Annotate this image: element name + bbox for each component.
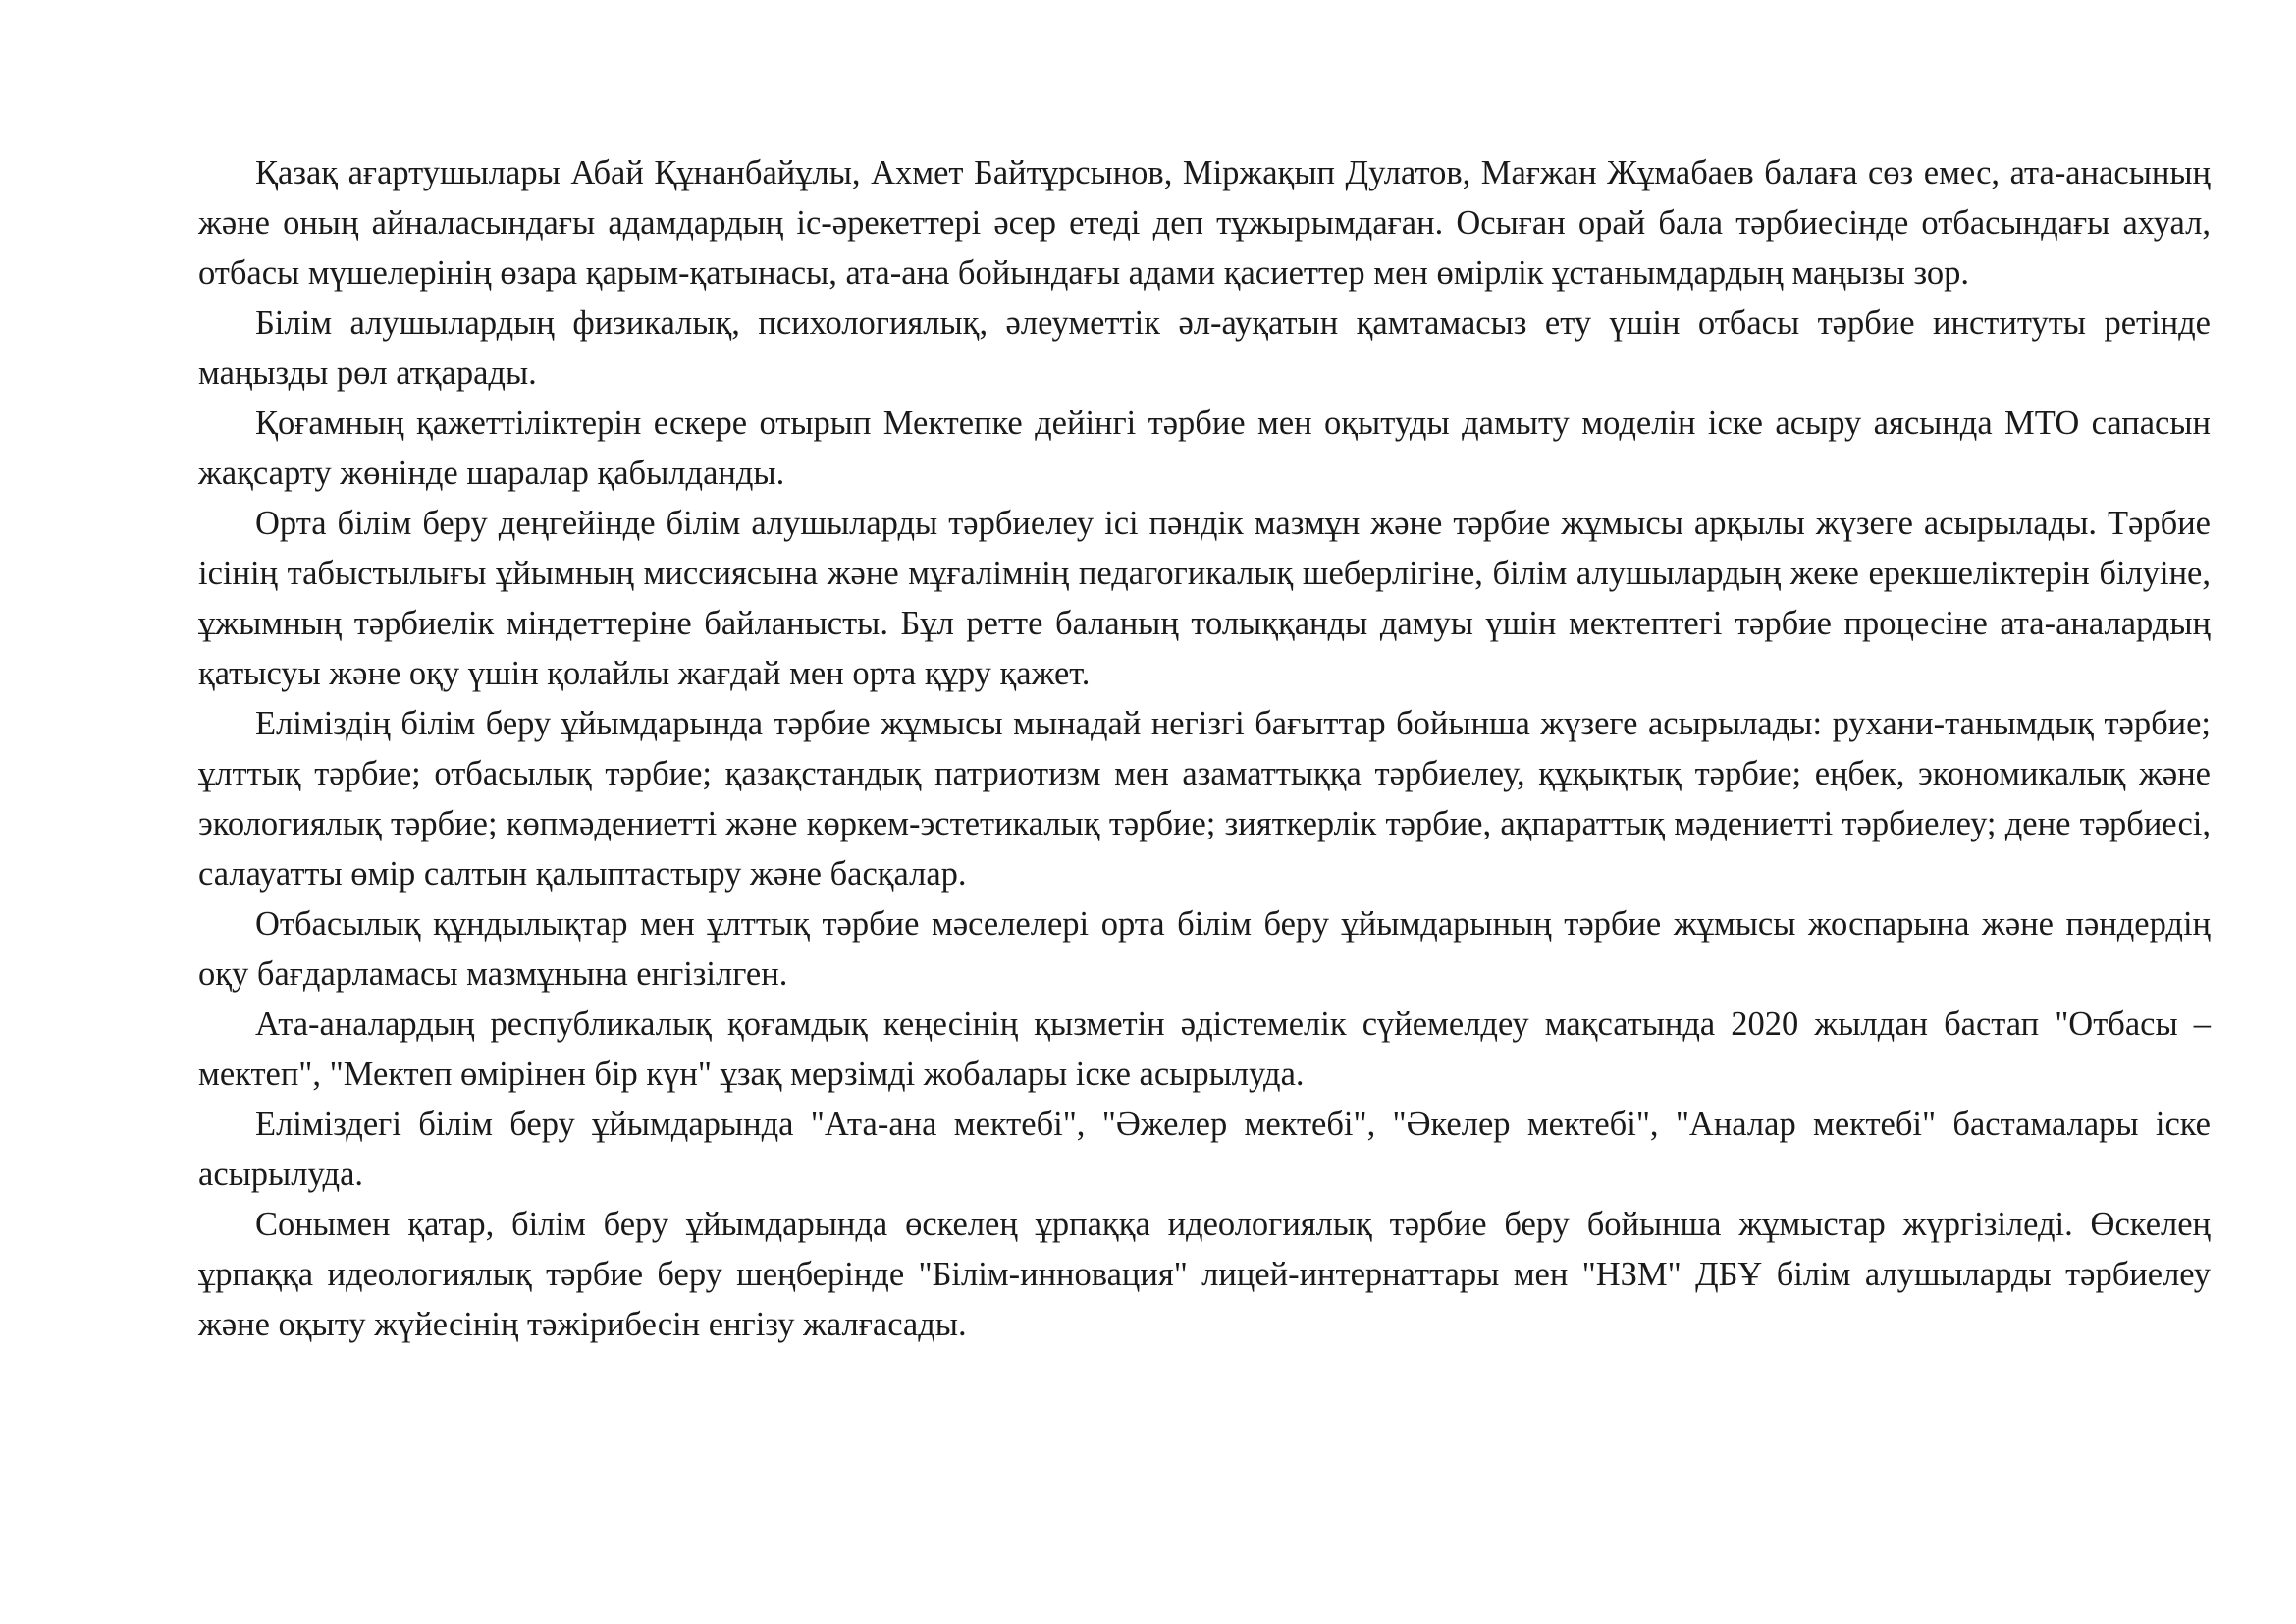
paragraph-7: Ата-аналардың республикалық қоғамдық кеңесінің қызметін әдістемелік сүйемелдеу мақсатында 2020 жылдан бастап "Отбасы – мектеп", "Мектеп өмірінен бір күн" ұзақ мерзімді жобалары іске асырылуда. [198,1005,2211,1093]
paragraph-4: Орта білім беру деңгейінде білім алушыларды тәрбиелеу ісі пәндік мазмұн және тәрбие жұмысы арқылы жүзеге асырылады. Тәрбие ісінің табыстылығы ұйымның миссиясына және мұғалімнің педагогикалық шеберлігіне, білім алушылардың жеке ерекшеліктерін білуіне, ұжымның тәрбиелік міндеттеріне байланысты. Бұл ретте баланың толыққанды дамуы үшін мектептегі тәрбие процесіне ата-аналардың қатысуы және оқу үшін қолайлы жағдай мен орта құру қажет. [198,505,2211,692]
paragraph-3: Қоғамның қажеттіліктерін ескере отырып Мектепке дейінгі тәрбие мен оқытуды дамыту моделін іске асыру аясында МТО сапасын жақсарту жөнінде шаралар қабылданды. [198,405,2211,492]
paragraph-1: Қазақ ағартушылары Абай Құнанбайұлы, Ахмет Байтұрсынов, Міржақып Дулатов, Мағжан Жұмабаев балаға сөз емес, ата-анасының және оның айналасындағы адамдардың іс-әрекеттері әсер етеді деп тұжырымдаған. Осыған орай бала тәрбиесінде отбасындағы ахуал, отбасы мүшелерінің өзара қарым-қатынасы, ата-ана бойындағы адами қасиеттер мен өмірлік ұстанымдардың маңызы зор. [198,154,2211,292]
body-text [198,148,2211,1350]
paragraph-9: Сонымен қатар, білім беру ұйымдарында өскелең ұрпаққа идеологиялық тәрбие беру бойынша жұмыстар жүргізіледі. Өскелең ұрпаққа идеологиялық тәрбие беру шеңберінде "Білім-инновация" лицей-интернаттары мен "НЗМ" ДБҰ білім алушыларды тәрбиелеу және оқыту жүйесінің тәжірибесін енгізу жалғасады. [198,1206,2211,1343]
paragraph-5: Еліміздің білім беру ұйымдарында тәрбие жұмысы мынадай негізгі бағыттар бойынша жүзеге асырылады: рухани-танымдық тәрбие; ұлттық тәрбие; отбасылық тәрбие; қазақстандық патриотизм мен азаматтыққа тәрбиелеу, құқықтық тәрбие; еңбек, экономикалық және экологиялық тәрбие; көпмәдениетті және көркем-эстетикалық тәрбие; зияткерлік тәрбие, ақпараттық мәдениетті тәрбиелеу; дене тәрбиесі, салауатты өмір салтын қалыптастыру және басқалар. [198,705,2211,893]
paragraph-6: Отбасылық құндылықтар мен ұлттық тәрбие мәселелері орта білім беру ұйымдарының тәрбие жұмысы жоспарына және пәндердің оқу бағдарламасы мазмұнына енгізілген. [198,905,2211,993]
paragraph-8: Еліміздегі білім беру ұйымдарында "Ата-ана мектебі", "Әжелер мектебі", "Әкелер мектебі", "Аналар мектебі" бастамалары іске асырылуда. [198,1106,2211,1193]
paragraph-2: Білім алушылардың физикалық, психологиялық, әлеуметтік әл-ауқатын қамтамасыз ету үшін отбасы тәрбие институты ретінде маңызды рөл атқарады. [198,304,2211,392]
